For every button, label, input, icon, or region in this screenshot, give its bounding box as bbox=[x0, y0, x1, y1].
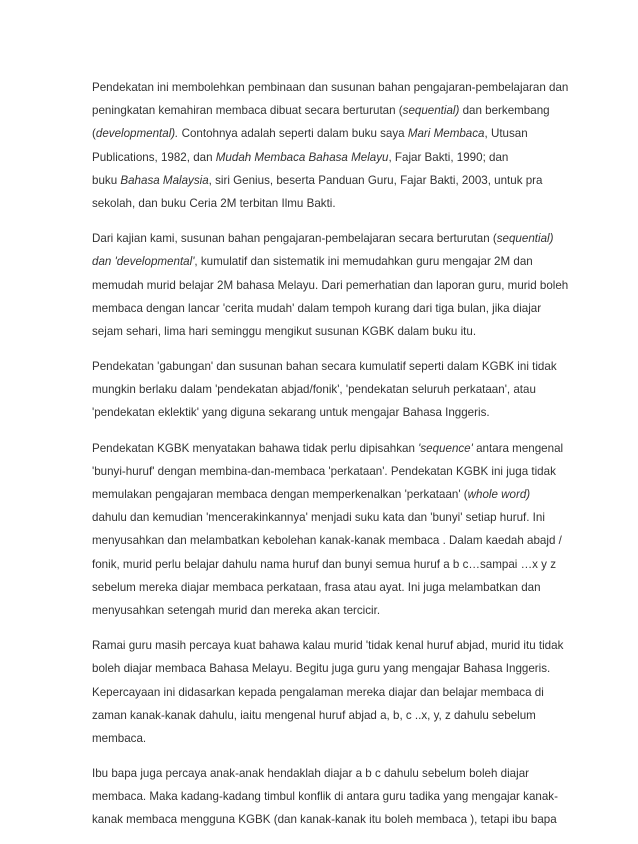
body-text: , siri Genius, beserta Panduan Guru, Fajar Bakti, 2003, untuk pra bbox=[208, 173, 543, 187]
text-line bbox=[92, 99, 562, 122]
text-line bbox=[92, 634, 562, 657]
italic-text: sequential) bbox=[402, 104, 460, 118]
body-text: boleh diajar membaca Bahasa Melayu. Begitu juga guru yang mengajar Bahasa Inggeris. bbox=[92, 662, 551, 676]
body-text: Pendekatan 'gabungan' dan susunan bahan secara kumulatif seperti dalam KGBK ini tidak bbox=[92, 360, 557, 374]
text-line bbox=[92, 657, 562, 680]
paragraph bbox=[92, 355, 562, 425]
text-line bbox=[92, 274, 569, 297]
body-text: , kumulatif dan sistematik ini memudahkan guru mengajar 2M dan bbox=[194, 255, 533, 269]
body-text: mungkin berlaku dalam 'pendekatan abjad/fonik', 'pendekatan seluruh perkataan', atau bbox=[92, 383, 536, 397]
body-text: zaman kanak-kanak dahulu, iaitu mengenal huruf abjad a, b, c ..x, y, z dahulu sebelum bbox=[92, 708, 536, 722]
text-line bbox=[92, 460, 562, 483]
body-text: fonik, murid perlu belajar dahulu nama huruf dan bunyi semua huruf a b c…sampai …x y z bbox=[92, 557, 556, 571]
body-text: sebelum mereka diajar membaca perkataan, frasa atau ayat. Ini juga melambatkan dan bbox=[92, 580, 541, 594]
italic-text: whole word) bbox=[467, 488, 531, 501]
text-line bbox=[92, 529, 562, 552]
body-text: memudah murid belajar 2M bahasa Melayu. Dari pemerhatian dan laporan guru, murid boleh bbox=[92, 278, 569, 292]
italic-text: Mudah Membaca Bahasa Melayu bbox=[215, 150, 389, 164]
text-line bbox=[92, 762, 562, 785]
body-text: buku bbox=[92, 173, 121, 187]
body-text: , Utusan bbox=[484, 127, 528, 141]
body-text: antara mengenal bbox=[472, 441, 564, 455]
italic-text: dan 'developmental' bbox=[92, 255, 195, 269]
body-text: Kepercayaan ini didasarkan kepada pengalaman mereka diajar dan belajar membaca di bbox=[92, 685, 544, 699]
body-text: sekolah, dan buku Ceria 2M terbitan Ilmu Bakti. bbox=[92, 196, 336, 210]
body-text: 'bunyi-huruf' dengan membina-dan-membaca 'perkataan'. Pendekatan KGBK ini juga tidak bbox=[92, 464, 556, 478]
body-text: peningkatan kemahiran membaca dibuat secara berturutan ( bbox=[92, 104, 403, 118]
body-text: dahulu dan kemudian 'mencerakinkannya' menjadi suku kata dan 'bunyi' setiap huruf. Ini bbox=[92, 511, 545, 525]
body-text: sejam sehari, lima hari seminggu mengikut susunan KGBK dalam buku itu. bbox=[92, 324, 477, 338]
text-line bbox=[92, 355, 562, 378]
body-text: Contohnya adalah seperti dalam buku saya bbox=[178, 127, 408, 141]
body-text: membaca. Maka kadang-kadang timbul konflik di antara guru tadika yang mengajar kanak- bbox=[92, 790, 558, 804]
body-text: memulakan pengajaran membaca dengan memperkenalkan 'perkataan' ( bbox=[92, 488, 468, 501]
text-line bbox=[92, 808, 562, 831]
italic-text: Bahasa Malaysia bbox=[120, 173, 209, 187]
paragraph bbox=[92, 762, 562, 832]
paragraph bbox=[92, 437, 562, 623]
text-line bbox=[92, 437, 562, 460]
body-text: , Fajar Bakti, 1990; dan bbox=[388, 150, 509, 164]
body-text: menyusahkan setengah murid dan mereka akan tercicir. bbox=[92, 603, 381, 617]
text-line bbox=[92, 250, 562, 273]
italic-text: Mari Membaca bbox=[407, 127, 485, 141]
text-line bbox=[92, 483, 562, 506]
body-text: Pendekatan ini membolehkan pembinaan dan susunan bahan pengajaran-pembelajaran dan bbox=[92, 81, 569, 94]
text-line bbox=[92, 122, 562, 145]
text-line bbox=[92, 378, 562, 401]
body-text: ( bbox=[92, 127, 96, 141]
body-text: Dari kajian kami, susunan bahan pengajaran-pembelajaran secara berturutan ( bbox=[92, 232, 497, 246]
text-line bbox=[92, 727, 562, 750]
paragraph bbox=[92, 634, 562, 750]
paragraph bbox=[92, 76, 569, 215]
body-text: 'pendekatan eklektik' yang diguna sekarang untuk mengajar Bahasa Inggeris. bbox=[92, 406, 490, 420]
text-line bbox=[92, 681, 562, 704]
text-line bbox=[92, 599, 562, 622]
body-text: Pendekatan KGBK menyatakan bahawa tidak perlu dipisahkan bbox=[92, 441, 419, 455]
text-line bbox=[92, 297, 562, 320]
text-line bbox=[92, 401, 562, 424]
paragraph bbox=[92, 227, 569, 343]
text-line bbox=[92, 192, 562, 215]
text-line bbox=[92, 76, 569, 99]
body-text: Ramai guru masih percaya kuat bahawa kalau murid 'tidak kenal huruf abjad, murid itu tidak bbox=[92, 639, 564, 653]
italic-text: sequential) bbox=[496, 232, 554, 246]
text-line bbox=[92, 553, 562, 576]
text-line bbox=[92, 704, 562, 727]
document-page bbox=[92, 76, 569, 844]
body-text: menyusahkan dan melambatkan kebolehan kanak-kanak membaca . Dalam kaedah abajd / bbox=[92, 534, 562, 548]
body-text: Ibu bapa juga percaya anak-anak hendaklah diajar a b c dahulu sebelum boleh diajar bbox=[92, 767, 530, 781]
italic-text: developmental). bbox=[95, 127, 179, 141]
text-line bbox=[92, 146, 562, 169]
text-line bbox=[92, 785, 562, 808]
italic-text: 'sequence' bbox=[418, 441, 473, 455]
body-text: membaca. bbox=[92, 731, 147, 745]
body-text: dan berkembang bbox=[459, 104, 550, 118]
text-line bbox=[92, 576, 562, 599]
text-line bbox=[92, 506, 562, 529]
text-line bbox=[92, 320, 562, 343]
body-text: membaca dengan lancar 'cerita mudah' dalam tempoh kurang dari tiga bulan, jika diajar bbox=[92, 301, 542, 315]
text-line bbox=[92, 227, 562, 250]
body-text: Publications, 1982, dan bbox=[92, 150, 216, 164]
body-text: kanak membaca mengguna KGBK (dan kanak-kanak itu boleh membaca ), tetapi ibu bapa bbox=[92, 813, 557, 827]
text-line bbox=[92, 169, 562, 192]
